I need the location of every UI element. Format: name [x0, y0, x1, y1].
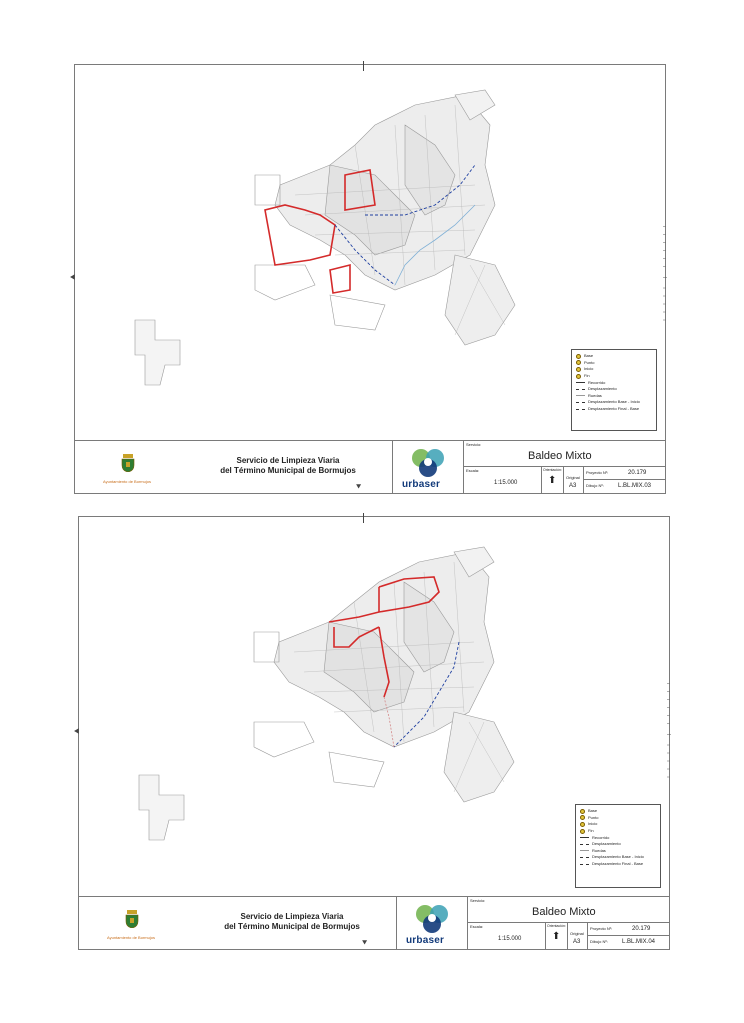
escala-label: Escala: [466, 468, 480, 473]
city-blocks [135, 90, 515, 385]
company-logo [397, 897, 468, 949]
scale-ticks-right [667, 657, 671, 817]
escala-cell [464, 467, 542, 493]
legend-label: Desplazamiento Final - Base [588, 405, 640, 411]
ayuntamiento-label: Ayuntamiento de Bormujos [103, 479, 151, 484]
legend-label: Punto [584, 359, 595, 365]
base-marker-icon [576, 354, 581, 359]
legend-label: Desplazamiento Base - Inicio [588, 399, 640, 405]
servicio-label: Servicio: [470, 898, 486, 903]
ayuntamiento-label: Ayuntamiento de Bormujos [107, 935, 155, 940]
scale-ticks-right [663, 200, 667, 360]
west-arrow-icon: ⯇ [73, 727, 81, 738]
legend-item [576, 399, 652, 406]
proyecto-label: Proyecto Nº: [586, 470, 609, 475]
start-marker-icon [576, 367, 581, 372]
legend-label: Fin [588, 827, 594, 833]
legend-item [580, 841, 656, 848]
map-legend [575, 804, 661, 888]
original-value: A3 [573, 939, 581, 945]
legend-item [576, 360, 652, 367]
legend-item [580, 834, 656, 841]
proyecto-label: Proyecto Nº: [590, 926, 613, 931]
city-blocks [139, 547, 514, 840]
north-arrow-icon: ⬆ [552, 931, 561, 942]
legend-item [580, 821, 656, 828]
legend-item [576, 366, 652, 373]
orientacion-cell [542, 467, 564, 493]
map-sheet-1 [69, 64, 666, 494]
title-block-client [79, 897, 397, 949]
company-name: urbaser [402, 479, 441, 490]
faint-line-icon [576, 395, 585, 396]
legend-item [576, 373, 652, 380]
legend-label: Base [588, 808, 598, 814]
legend-label: Fin [584, 372, 590, 378]
dibujo-cell [584, 480, 666, 493]
legend-label: Inicio [588, 821, 598, 827]
urbaser-logo-icon [410, 902, 454, 936]
dashed-line-icon [580, 864, 589, 865]
escala-value: 1:15.000 [498, 936, 522, 942]
orientacion-label: Orientación: [547, 924, 566, 928]
legend-label: Desplazamiento Final - Base [592, 860, 644, 866]
legend-label: Ruedas [592, 847, 606, 853]
end-marker-icon [576, 374, 581, 379]
dibujo-cell [588, 936, 670, 949]
legend-item [580, 828, 656, 835]
solid-line-icon [576, 382, 585, 383]
dashed-line-icon [580, 857, 589, 858]
title-block [75, 440, 665, 493]
company-logo [393, 441, 464, 493]
original-cell [564, 467, 584, 493]
proyecto-cell [584, 467, 666, 480]
south-arrow-icon: ⯆ [355, 482, 363, 492]
dibujo-value: L.BL.MIX.03 [618, 483, 652, 489]
legend-item [580, 861, 656, 868]
dashed-line-icon [576, 402, 585, 403]
point-marker-icon [576, 360, 581, 365]
legend-label: Desplazamiento [588, 386, 617, 392]
servicio-cell [468, 897, 670, 923]
urbaser-logo-icon [406, 446, 450, 480]
legend-label: Recorrido [592, 834, 610, 840]
service-title-line: del Término Municipal de Bormujos [224, 922, 360, 931]
dashed-line-icon [576, 409, 585, 410]
north-arrow-icon: ⬆ [548, 475, 557, 486]
service-title-line: del Término Municipal de Bormujos [220, 466, 356, 475]
legend-label: Punto [588, 814, 599, 820]
legend-label: Inicio [584, 366, 594, 372]
point-marker-icon [580, 815, 585, 820]
solid-line-icon [580, 837, 589, 838]
title-block-client [75, 441, 393, 493]
servicio-value: Baldeo Mixto [532, 906, 596, 918]
legend-label: Ruedas [588, 392, 602, 398]
map-sheet-2 [73, 516, 670, 950]
original-cell [568, 923, 588, 949]
legend-item [580, 808, 656, 815]
dibujo-label: Dibujo Nº: [590, 939, 608, 944]
service-title-line: Servicio de Limpieza Viaria [240, 912, 344, 921]
service-title-line: Servicio de Limpieza Viaria [236, 456, 340, 465]
dibujo-label: Dibujo Nº: [586, 483, 604, 488]
faint-line-icon [580, 850, 589, 851]
west-arrow-icon: ⯇ [69, 273, 77, 284]
crest-icon [125, 910, 139, 928]
service-title [197, 912, 387, 932]
proyecto-value: 20.179 [628, 470, 647, 476]
servicio-label: Servicio: [466, 442, 482, 447]
orientacion-cell [546, 923, 568, 949]
legend-item [580, 854, 656, 861]
escala-cell [468, 923, 546, 949]
legend-item [576, 393, 652, 400]
end-marker-icon [580, 829, 585, 834]
legend-item [580, 848, 656, 855]
dashed-line-icon [580, 844, 589, 845]
base-marker-icon [580, 809, 585, 814]
crest-icon [121, 454, 135, 472]
orientacion-label: Orientación: [543, 468, 562, 472]
map-legend [571, 349, 657, 431]
south-arrow-icon: ⯆ [361, 938, 369, 948]
original-value: A3 [569, 483, 577, 489]
title-block-info [468, 897, 669, 949]
title-block [79, 896, 669, 949]
legend-label: Base [584, 353, 594, 359]
service-title [193, 456, 383, 476]
start-marker-icon [580, 822, 585, 827]
company-name: urbaser [406, 935, 445, 946]
servicio-value: Baldeo Mixto [528, 450, 592, 462]
proyecto-value: 20.179 [632, 926, 651, 932]
original-label: Original [570, 931, 584, 936]
dashed-line-icon [576, 389, 585, 390]
legend-item [576, 379, 652, 386]
escala-label: Escala: [470, 924, 484, 929]
title-block-info [464, 441, 665, 493]
legend-label: Recorrido [588, 379, 606, 385]
legend-label: Desplazamiento [592, 841, 621, 847]
legend-item [576, 386, 652, 393]
original-label: Original [566, 475, 580, 480]
legend-label: Desplazamiento Base - Inicio [592, 854, 644, 860]
legend-item [576, 353, 652, 360]
servicio-cell [464, 441, 666, 467]
north-tick-top [363, 61, 364, 71]
proyecto-cell [588, 923, 670, 936]
north-tick-top [363, 513, 364, 523]
dibujo-value: L.BL.MIX.04 [622, 939, 656, 945]
escala-value: 1:15.000 [494, 480, 518, 486]
legend-item [580, 815, 656, 822]
legend-item [576, 406, 652, 413]
